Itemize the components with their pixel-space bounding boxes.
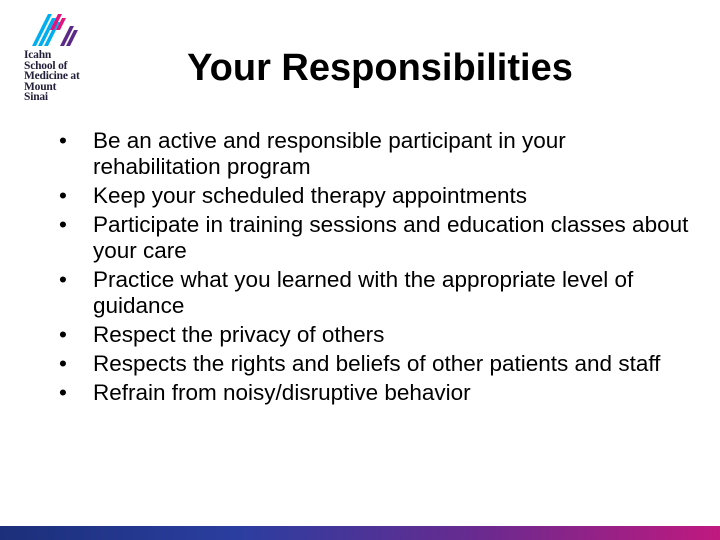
bullet-icon: •	[59, 267, 67, 292]
logo-line: Sinai	[24, 91, 48, 104]
list-item	[56, 322, 696, 348]
list-item	[56, 183, 696, 209]
bullet-icon: •	[59, 351, 67, 376]
list-item-text: Practice what you learned with the appropriate level of guidance	[93, 267, 634, 318]
logo-wordmark	[24, 50, 80, 103]
institution-logo	[20, 10, 110, 110]
slide-title: Your Responsibilities	[187, 47, 573, 89]
list-item-text: Participate in training sessions and education classes about your care	[93, 212, 689, 263]
list-item-text: Be an active and responsible participant in your rehabilitation program	[93, 128, 566, 179]
list-item-text: Respects the rights and beliefs of other patients and staff	[93, 351, 661, 376]
list-item	[56, 267, 696, 319]
list-item	[56, 380, 696, 406]
logo-line: Mount	[24, 80, 57, 93]
list-item	[56, 212, 696, 264]
list-item	[56, 128, 696, 180]
bullet-icon: •	[59, 183, 67, 208]
footer-gradient-bar	[0, 526, 720, 540]
list-item-text: Keep your scheduled therapy appointments	[93, 183, 528, 208]
bullet-icon: •	[59, 128, 67, 153]
list-item-text: Refrain from noisy/disruptive behavior	[93, 380, 471, 405]
bullet-icon: •	[59, 212, 67, 237]
list-item	[56, 351, 696, 377]
logo-line: School of	[24, 59, 68, 72]
list-item-text: Respect the privacy of others	[93, 322, 385, 347]
logo-line: Medicine at	[24, 70, 80, 83]
mount-sinai-mountain-icon	[30, 10, 80, 48]
responsibilities-list	[56, 128, 696, 409]
logo-line: Icahn	[24, 49, 52, 61]
bullet-icon: •	[59, 322, 67, 347]
bullet-icon: •	[59, 380, 67, 405]
